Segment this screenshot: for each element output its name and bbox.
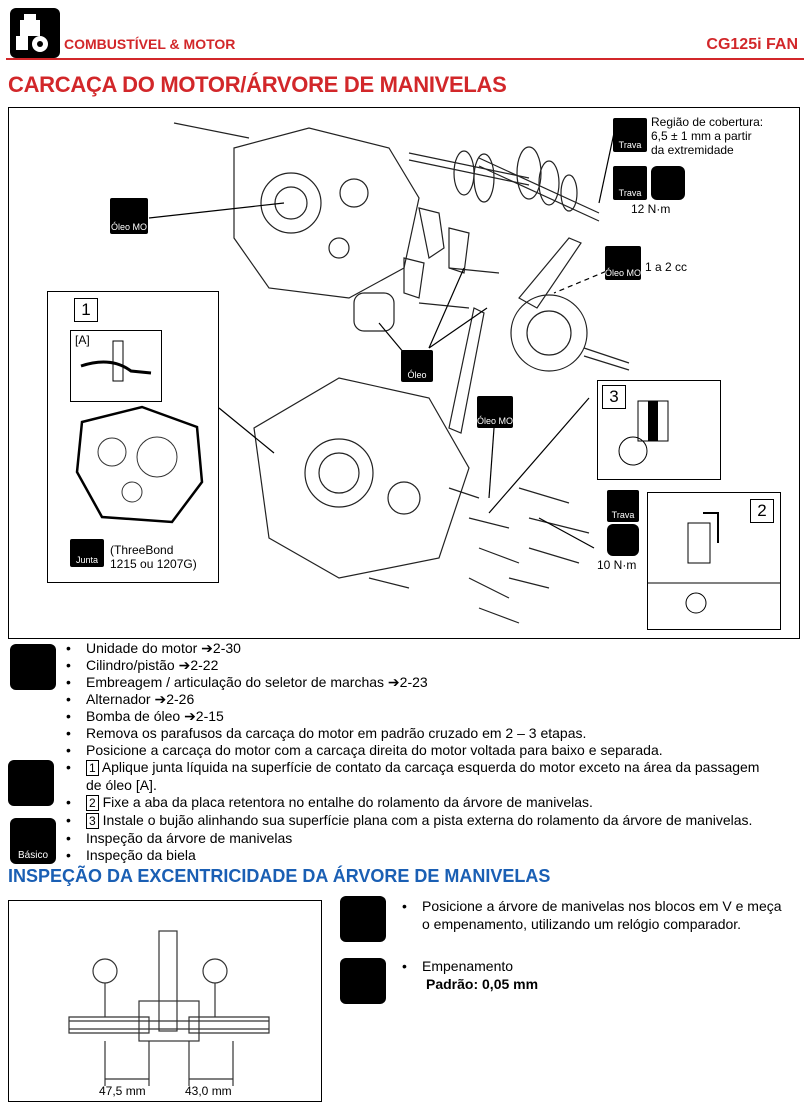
oleo-mo-label-1: Óleo MO: [110, 222, 147, 232]
wrench-icon-lower: [607, 524, 639, 556]
dim-right: 43,0 mm: [185, 1084, 232, 1098]
left-case-gasket-drawing: [72, 402, 212, 532]
trava-icon-lower: [607, 490, 639, 522]
list-item: • Remova os parafusos da carcaça do motor em padrão cruzado em 2 – 3 etapas.: [66, 725, 587, 741]
oil-amount: 1 a 2 cc: [645, 260, 688, 274]
trava-label-upper: Trava: [618, 188, 642, 198]
oleo-mo-icon-2: [605, 246, 641, 280]
oleo-mo-label-2: Óleo MO: [605, 268, 642, 278]
runout-diagram: [8, 900, 322, 1102]
junta-label: Junta: [75, 555, 99, 565]
caliper-icon: [340, 958, 386, 1004]
inspection-line-2: o empenamento, utilizando um relógio comparador.: [422, 916, 742, 932]
trava-label-lower: Trava: [611, 510, 635, 520]
inspection-text: • Posicione a árvore de manivelas nos blocos em V e meça o empenamento, utilizando um relógio comparador.: [402, 897, 806, 933]
runout-label: Empenamento: [422, 958, 514, 974]
wrench-icon-upper: [651, 166, 685, 200]
list-item: • Embreagem / articulação do seletor de marchas ➔2-23: [66, 674, 428, 690]
crankshaft-runout-drawing: [9, 901, 321, 1101]
dim-left: 47,5 mm: [99, 1084, 146, 1098]
removal-icon: [10, 644, 56, 690]
header-rule: [6, 58, 804, 60]
engine-section-icon: [10, 8, 60, 58]
torque-lower: 10 N·m: [597, 558, 637, 572]
trava-label-top: Trava: [618, 140, 642, 150]
list-item: • 3 Instale o bujão alinhando sua superfície plana com a pista externa do rolamento da árvore de manivelas.: [66, 812, 753, 828]
model-name: CG125i FAN: [706, 36, 798, 53]
procedure-list: [66, 640, 806, 864]
list-item: • Unidade do motor ➔2-30: [66, 640, 241, 656]
coverage-line-2: 6,5 ± 1 mm a partir: [651, 129, 752, 143]
list-item: • Alternador ➔2-26: [66, 691, 195, 707]
page-title: CARCAÇA DO MOTOR/ÁRVORE DE MANIVELAS: [8, 72, 507, 97]
coverage-line-3: da extremidade: [651, 143, 734, 157]
runout-item: • Empenamento Padrão: 0,05 mm: [402, 958, 539, 992]
list-item: • Inspeção da biela: [66, 847, 196, 863]
section-name: COMBUSTÍVEL & MOTOR: [64, 36, 236, 52]
trava-icon-top: [613, 118, 647, 152]
oleo-mo-label-3: Óleo MO: [477, 416, 514, 426]
detail-a-label: [A]: [75, 333, 90, 347]
torque-upper: 12 N·m: [631, 202, 671, 216]
basic-icon: [10, 818, 56, 864]
list-item: • Inspeção da árvore de manivelas: [66, 830, 293, 846]
engine-case-diagram: [8, 107, 800, 639]
inspection-title: INSPEÇÃO DA EXCENTRICIDADE DA ÁRVORE DE MANIVELAS: [8, 866, 551, 886]
installation-icon: [8, 760, 54, 806]
coverage-line-1: Região de cobertura:: [651, 115, 764, 129]
inset-3-plug: [597, 380, 721, 480]
callout-box-2: 2: [750, 499, 774, 523]
oleo-mo-icon-3: [477, 396, 513, 428]
list-item: • 2 Fixe a aba da placa retentora no entalhe do rolamento da árvore de manivelas.: [66, 794, 593, 810]
junta-icon: [70, 539, 104, 567]
runout-standard: Padrão: 0,05 mm: [426, 976, 539, 992]
oleo-mo-icon-1: [110, 198, 148, 234]
list-item: • 1 Aplique junta líquida na superfície de contato da carcaça esquerda do motor exceto na área da passagem: [66, 759, 760, 775]
inspection-icon: [340, 896, 386, 942]
sealant-line-2: 1215 ou 1207G): [110, 557, 197, 571]
basic-label: Básico: [17, 850, 48, 861]
oleo-icon: [401, 350, 433, 382]
trava-icon-upper: [613, 166, 647, 200]
oleo-label: Óleo: [407, 370, 427, 380]
list-item: de óleo [A].: [86, 777, 157, 793]
list-item: • Posicione a carcaça do motor com a carcaça direita do motor voltada para baixo e separada.: [66, 742, 663, 758]
list-item: • Cilindro/pistão ➔2-22: [66, 657, 219, 673]
sealant-line-1: (ThreeBond: [110, 543, 174, 557]
inspection-line-1: Posicione a árvore de manivelas nos blocos em V e meça: [422, 898, 782, 914]
inset-2-retainer: [647, 492, 781, 630]
callout-box-1: 1: [74, 298, 98, 322]
detail-a-view: [70, 330, 162, 402]
callout-box-3: 3: [602, 385, 626, 409]
inset-1-liquid-gasket: [47, 291, 219, 583]
list-item: • Bomba de óleo ➔2-15: [66, 708, 224, 724]
